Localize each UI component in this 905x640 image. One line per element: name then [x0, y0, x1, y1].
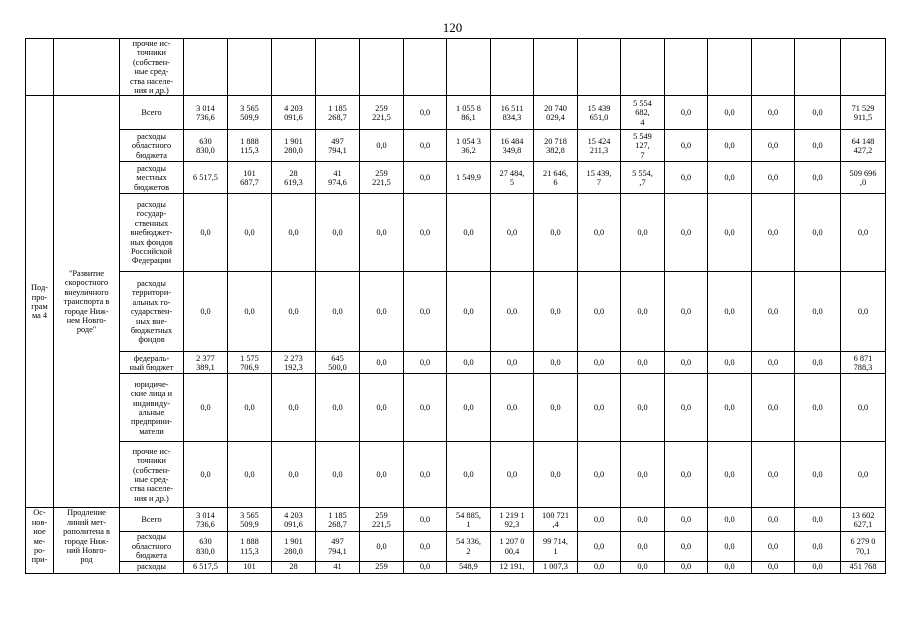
- value-cell: 0,0: [316, 442, 360, 508]
- value-cell: 4 203 091,6: [272, 96, 316, 130]
- value-cell: [841, 39, 886, 96]
- value-cell: 0,0: [534, 374, 578, 442]
- value-cell: 0,0: [841, 374, 886, 442]
- value-cell: 0,0: [404, 442, 447, 508]
- value-cell: 1 575 706,9: [228, 352, 272, 374]
- category-cell: федераль- ный бюджет: [120, 352, 184, 374]
- value-cell: 0,0: [316, 272, 360, 352]
- category-cell: прочие ис- точники (собствен- ные сред- ства населе- ния и др.): [120, 39, 184, 96]
- value-cell: 1 185 268,7: [316, 96, 360, 130]
- value-cell: 0,0: [491, 194, 534, 272]
- table-row: [26, 272, 886, 352]
- value-cell: 54 885, 1: [447, 508, 491, 532]
- value-cell: 0,0: [665, 162, 708, 194]
- value-cell: 0,0: [404, 130, 447, 162]
- value-cell: 0,0: [621, 532, 665, 561]
- program-name-cell: Продление линий мет- рополитена в городе Ниж- ний Новго- род: [54, 508, 120, 573]
- value-cell: 630 830,0: [184, 532, 228, 561]
- value-cell: 0,0: [752, 194, 795, 272]
- value-cell: 41 974,6: [316, 162, 360, 194]
- value-cell: 0,0: [752, 162, 795, 194]
- value-cell: 0,0: [665, 272, 708, 352]
- value-cell: 0,0: [578, 272, 621, 352]
- value-cell: 3 014 736,6: [184, 96, 228, 130]
- value-cell: 12 191,: [491, 561, 534, 573]
- value-cell: 1 207 0 00,4: [491, 532, 534, 561]
- table-row: [26, 194, 886, 272]
- value-cell: [795, 39, 841, 96]
- value-cell: 0,0: [578, 442, 621, 508]
- section-label-cell: Под- про- грам ма 4: [26, 96, 54, 508]
- value-cell: 15 439 651,0: [578, 96, 621, 130]
- value-cell: 28: [272, 561, 316, 573]
- category-cell: Всего: [120, 96, 184, 130]
- value-cell: 0,0: [752, 96, 795, 130]
- value-cell: 259 221,5: [360, 508, 404, 532]
- value-cell: 0,0: [316, 194, 360, 272]
- value-cell: 1 901 280,0: [272, 130, 316, 162]
- program-name-cell: [54, 39, 120, 96]
- value-cell: 0,0: [665, 532, 708, 561]
- value-cell: 0,0: [360, 130, 404, 162]
- table-row: [26, 96, 886, 130]
- table-row: [26, 442, 886, 508]
- budget-table: [25, 38, 886, 574]
- value-cell: 0,0: [665, 374, 708, 442]
- value-cell: 0,0: [665, 194, 708, 272]
- value-cell: 0,0: [752, 352, 795, 374]
- category-cell: Всего: [120, 508, 184, 532]
- value-cell: 0,0: [184, 442, 228, 508]
- value-cell: 0,0: [404, 352, 447, 374]
- value-cell: 0,0: [841, 272, 886, 352]
- value-cell: [621, 39, 665, 96]
- value-cell: 451 768: [841, 561, 886, 573]
- value-cell: 0,0: [404, 272, 447, 352]
- value-cell: 28 619,3: [272, 162, 316, 194]
- table-row: [26, 508, 886, 532]
- value-cell: 0,0: [404, 194, 447, 272]
- value-cell: 6 871 788,3: [841, 352, 886, 374]
- value-cell: 548,9: [447, 561, 491, 573]
- value-cell: 645 500,0: [316, 352, 360, 374]
- value-cell: 5 549 127, 7: [621, 130, 665, 162]
- value-cell: 0,0: [272, 442, 316, 508]
- value-cell: 0,0: [360, 374, 404, 442]
- value-cell: 0,0: [534, 194, 578, 272]
- value-cell: 0,0: [491, 352, 534, 374]
- category-cell: юридиче- ские лица и индивиду- альные предприни- матели: [120, 374, 184, 442]
- value-cell: 41: [316, 561, 360, 573]
- value-cell: 0,0: [447, 374, 491, 442]
- value-cell: 0,0: [841, 194, 886, 272]
- value-cell: 0,0: [404, 508, 447, 532]
- value-cell: [752, 39, 795, 96]
- value-cell: 0,0: [795, 272, 841, 352]
- value-cell: 0,0: [708, 162, 752, 194]
- value-cell: 0,0: [795, 442, 841, 508]
- table-row: [26, 561, 886, 573]
- value-cell: 0,0: [665, 561, 708, 573]
- value-cell: 0,0: [228, 442, 272, 508]
- category-cell: расходы местных бюджетов: [120, 162, 184, 194]
- value-cell: 0,0: [708, 272, 752, 352]
- value-cell: 101 687,7: [228, 162, 272, 194]
- section-label-cell: Ос- нов- ное ме- ро- при-: [26, 508, 54, 573]
- value-cell: 0,0: [752, 272, 795, 352]
- value-cell: 1 888 115,3: [228, 130, 272, 162]
- value-cell: 1 007,3: [534, 561, 578, 573]
- value-cell: 0,0: [404, 96, 447, 130]
- value-cell: 0,0: [708, 352, 752, 374]
- value-cell: [360, 39, 404, 96]
- value-cell: 16 511 834,3: [491, 96, 534, 130]
- value-cell: 20 718 382,8: [534, 130, 578, 162]
- value-cell: 259: [360, 561, 404, 573]
- value-cell: 0,0: [447, 272, 491, 352]
- value-cell: 3 565 509,9: [228, 508, 272, 532]
- value-cell: 0,0: [404, 561, 447, 573]
- value-cell: 0,0: [621, 508, 665, 532]
- value-cell: [404, 39, 447, 96]
- value-cell: 0,0: [447, 194, 491, 272]
- value-cell: 0,0: [795, 96, 841, 130]
- value-cell: 2 273 192,3: [272, 352, 316, 374]
- value-cell: 4 203 091,6: [272, 508, 316, 532]
- value-cell: 100 721 ,4: [534, 508, 578, 532]
- value-cell: 0,0: [534, 272, 578, 352]
- value-cell: 0,0: [708, 561, 752, 573]
- section-cell: [26, 39, 54, 96]
- value-cell: 71 529 911,5: [841, 96, 886, 130]
- value-cell: 0,0: [578, 352, 621, 374]
- value-cell: 497 794,1: [316, 532, 360, 561]
- table-row: [26, 532, 886, 561]
- category-cell: прочие ис- точники (собствен- ные сред- ства населе- ния и др.): [120, 442, 184, 508]
- value-cell: 0,0: [404, 162, 447, 194]
- table-row: [26, 39, 886, 96]
- value-cell: 0,0: [621, 272, 665, 352]
- value-cell: 1 888 115,3: [228, 532, 272, 561]
- value-cell: [708, 39, 752, 96]
- value-cell: 5 554, ,7: [621, 162, 665, 194]
- value-cell: 0,0: [665, 442, 708, 508]
- value-cell: 0,0: [404, 374, 447, 442]
- value-cell: 1 219 1 92,3: [491, 508, 534, 532]
- value-cell: 15 439, 7: [578, 162, 621, 194]
- value-cell: 0,0: [578, 561, 621, 573]
- value-cell: 0,0: [621, 374, 665, 442]
- value-cell: 0,0: [534, 352, 578, 374]
- value-cell: 0,0: [360, 194, 404, 272]
- value-cell: 0,0: [491, 442, 534, 508]
- value-cell: 0,0: [447, 442, 491, 508]
- value-cell: 0,0: [578, 194, 621, 272]
- value-cell: 0,0: [708, 194, 752, 272]
- value-cell: 0,0: [708, 374, 752, 442]
- value-cell: 20 740 029,4: [534, 96, 578, 130]
- value-cell: 0,0: [795, 352, 841, 374]
- value-cell: 0,0: [360, 272, 404, 352]
- value-cell: [665, 39, 708, 96]
- value-cell: 1 185 268,7: [316, 508, 360, 532]
- value-cell: 6 517,5: [184, 561, 228, 573]
- value-cell: 2 377 389,1: [184, 352, 228, 374]
- table-row: [26, 374, 886, 442]
- value-cell: 0,0: [795, 194, 841, 272]
- value-cell: 509 696 ,0: [841, 162, 886, 194]
- value-cell: 0,0: [752, 442, 795, 508]
- value-cell: 0,0: [228, 272, 272, 352]
- value-cell: 1 901 280,0: [272, 532, 316, 561]
- value-cell: 1 549,9: [447, 162, 491, 194]
- value-cell: 0,0: [491, 272, 534, 352]
- value-cell: 101: [228, 561, 272, 573]
- value-cell: 0,0: [752, 532, 795, 561]
- value-cell: 0,0: [272, 272, 316, 352]
- value-cell: 6 517,5: [184, 162, 228, 194]
- value-cell: 0,0: [578, 508, 621, 532]
- value-cell: 0,0: [708, 532, 752, 561]
- value-cell: [447, 39, 491, 96]
- value-cell: 0,0: [621, 194, 665, 272]
- value-cell: 0,0: [708, 96, 752, 130]
- value-cell: 3 014 736,6: [184, 508, 228, 532]
- value-cell: 0,0: [272, 194, 316, 272]
- value-cell: 0,0: [534, 442, 578, 508]
- value-cell: 0,0: [708, 130, 752, 162]
- value-cell: 21 646, 6: [534, 162, 578, 194]
- value-cell: 5 554 682, 4: [621, 96, 665, 130]
- value-cell: 0,0: [404, 532, 447, 561]
- value-cell: 0,0: [665, 508, 708, 532]
- table-row: [26, 162, 886, 194]
- value-cell: 0,0: [447, 352, 491, 374]
- value-cell: 0,0: [752, 508, 795, 532]
- value-cell: 0,0: [795, 508, 841, 532]
- value-cell: 64 148 427,2: [841, 130, 886, 162]
- value-cell: 0,0: [360, 352, 404, 374]
- value-cell: 259 221,5: [360, 96, 404, 130]
- value-cell: 27 484, 5: [491, 162, 534, 194]
- value-cell: [272, 39, 316, 96]
- value-cell: 497 794,1: [316, 130, 360, 162]
- value-cell: 630 830,0: [184, 130, 228, 162]
- value-cell: 0,0: [360, 532, 404, 561]
- value-cell: 0,0: [228, 374, 272, 442]
- value-cell: 1 055 8 86,1: [447, 96, 491, 130]
- category-cell: расходы государ- ственных внебюджет- ных фондов Российской Федерации: [120, 194, 184, 272]
- value-cell: 3 565 509,9: [228, 96, 272, 130]
- value-cell: [316, 39, 360, 96]
- value-cell: 0,0: [708, 442, 752, 508]
- value-cell: 1 054 3 36,2: [447, 130, 491, 162]
- value-cell: 0,0: [752, 561, 795, 573]
- value-cell: 0,0: [621, 561, 665, 573]
- value-cell: 0,0: [184, 194, 228, 272]
- value-cell: 0,0: [665, 130, 708, 162]
- value-cell: [578, 39, 621, 96]
- value-cell: 0,0: [795, 162, 841, 194]
- value-cell: 0,0: [708, 508, 752, 532]
- table-row: [26, 352, 886, 374]
- table-row: [26, 130, 886, 162]
- value-cell: 54 336, 2: [447, 532, 491, 561]
- value-cell: 0,0: [752, 130, 795, 162]
- value-cell: 259 221,5: [360, 162, 404, 194]
- category-cell: расходы областного бюджета: [120, 130, 184, 162]
- value-cell: 13 602 627,1: [841, 508, 886, 532]
- value-cell: 0,0: [578, 374, 621, 442]
- value-cell: 0,0: [621, 442, 665, 508]
- value-cell: 0,0: [360, 442, 404, 508]
- program-name-cell: "Развитие скоростного внеуличного транспорта в городе Ниж- нем Новго- роде": [54, 96, 120, 508]
- value-cell: 16 484 349,8: [491, 130, 534, 162]
- value-cell: 0,0: [752, 374, 795, 442]
- value-cell: 0,0: [795, 374, 841, 442]
- value-cell: 0,0: [795, 532, 841, 561]
- value-cell: 99 714, 1: [534, 532, 578, 561]
- category-cell: расходы: [120, 561, 184, 573]
- value-cell: 0,0: [578, 532, 621, 561]
- value-cell: 0,0: [272, 374, 316, 442]
- value-cell: 0,0: [228, 194, 272, 272]
- value-cell: 0,0: [665, 352, 708, 374]
- value-cell: [184, 39, 228, 96]
- value-cell: 15 424 211,3: [578, 130, 621, 162]
- value-cell: 0,0: [841, 442, 886, 508]
- value-cell: 0,0: [184, 272, 228, 352]
- value-cell: 0,0: [316, 374, 360, 442]
- value-cell: 0,0: [621, 352, 665, 374]
- value-cell: [534, 39, 578, 96]
- value-cell: [228, 39, 272, 96]
- category-cell: расходы территори- альных го- сударствен- ных вне- бюджетных фондов: [120, 272, 184, 352]
- value-cell: 0,0: [795, 561, 841, 573]
- value-cell: 0,0: [184, 374, 228, 442]
- category-cell: расходы областного бюджета: [120, 532, 184, 561]
- page-number: 120: [442, 20, 463, 35]
- value-cell: [491, 39, 534, 96]
- value-cell: 0,0: [491, 374, 534, 442]
- value-cell: 0,0: [795, 130, 841, 162]
- value-cell: 0,0: [665, 96, 708, 130]
- value-cell: 6 279 0 70,1: [841, 532, 886, 561]
